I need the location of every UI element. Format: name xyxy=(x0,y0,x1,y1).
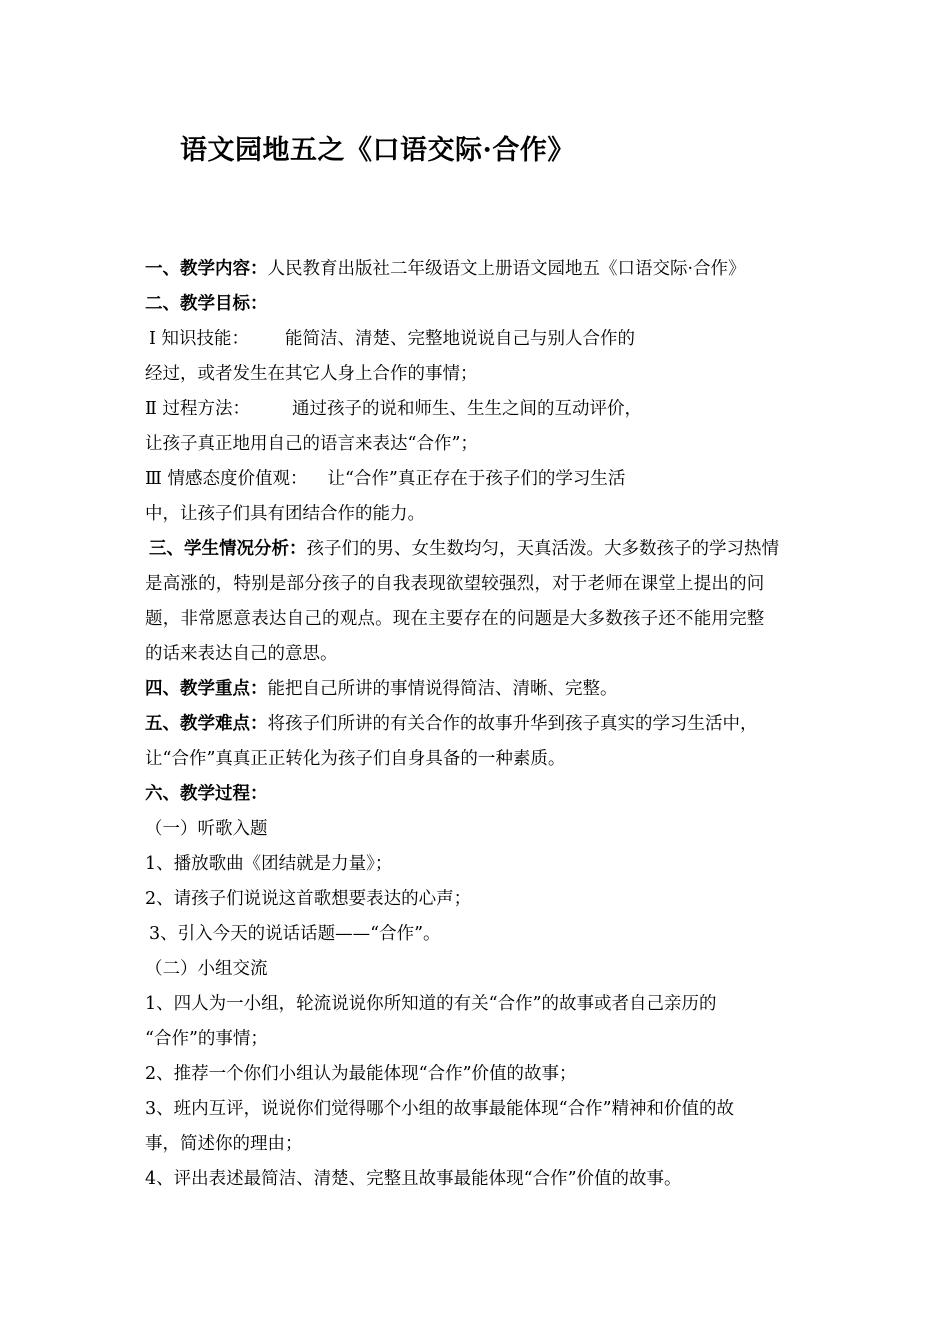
list-item: 2、推荐一个你们小组认为最能体现“合作”价值的故事； xyxy=(145,1064,577,1084)
goal-label: Ⅱ 过程方法： xyxy=(145,399,250,419)
section-heading: 四、教学重点： xyxy=(145,679,268,699)
section-heading: 三、学生情况分析： xyxy=(149,539,307,559)
list-item: 1、四人为一小组，轮流说说你所知道的有关“合作”的故事或者自己亲历的 xyxy=(145,994,717,1014)
goal-text: 能简洁、清楚、完整地说说自己与别人合作的 xyxy=(284,329,635,349)
goal-emotion-values-continued: 中，让孩子们具有团结合作的能力。 xyxy=(145,504,425,524)
goal-knowledge-skills xyxy=(145,322,815,357)
list-item-continued: 事，简述你的理由； xyxy=(145,1134,303,1154)
section-heading-teaching-goals: 二、教学目标： xyxy=(145,294,268,314)
section-text: 将孩子们所讲的有关合作的故事升华到孩子真实的学习生活中， xyxy=(267,714,758,734)
goal-emotion-values xyxy=(145,462,815,497)
paragraph-line: 题，非常愿意表达自己的观点。现在主要存在的问题是大多数孩子还不能用完整 xyxy=(145,609,765,629)
section-text: 人民教育出版社二年级语文上册语文园地五《口语交际·合作》 xyxy=(267,259,746,279)
list-item: 1、播放歌曲《团结就是力量》； xyxy=(145,854,393,874)
section-teaching-content xyxy=(145,252,815,287)
section-key-points xyxy=(145,672,815,707)
section-heading-teaching-process: 六、教学过程： xyxy=(145,784,268,804)
subsection-title: （一）听歌入题 xyxy=(145,819,268,839)
section-text: 能把自己所讲的事情说得简洁、清晰、完整。 xyxy=(267,679,618,699)
document-body xyxy=(145,252,815,1197)
subsection-title: （二）小组交流 xyxy=(145,959,268,979)
section-heading: 五、教学难点： xyxy=(145,714,268,734)
goal-process-method-continued: 让孩子真正地用自己的语言来表达“合作”； xyxy=(145,434,478,454)
section-heading: 一、教学内容： xyxy=(145,259,268,279)
goal-text: 让“合作”真正存在于孩子们的学习生活 xyxy=(327,469,626,489)
list-item: 4、评出表述最简洁、清楚、完整且故事最能体现“合作”价值的故事。 xyxy=(145,1169,682,1189)
list-item-continued: “合作”的事情； xyxy=(145,1029,268,1049)
section-difficulties xyxy=(145,707,815,742)
list-item: 3、引入今天的说话话题——“合作”。 xyxy=(149,924,441,944)
list-item: 3、班内互评，说说你们觉得哪个小组的故事最能体现“合作”精神和价值的故 xyxy=(145,1099,735,1119)
paragraph-line: 的话来表达自己的意思。 xyxy=(145,644,338,664)
goal-label: Ⅰ 知识技能： xyxy=(149,329,249,349)
list-item: 2、请孩子们说说这首歌想要表达的心声； xyxy=(145,889,472,909)
goal-label: Ⅲ 情感态度价值观： xyxy=(145,469,308,489)
goal-process-method xyxy=(145,392,815,427)
section-student-analysis xyxy=(145,532,815,567)
goal-text: 通过孩子的说和师生、生生之间的互动评价， xyxy=(291,399,642,419)
section-text: 孩子们的男、女生数均匀，天真活泼。大多数孩子的学习热情 xyxy=(306,539,779,559)
paragraph-line: 是高涨的，特别是部分孩子的自我表现欲望较强烈，对于老师在课堂上提出的问 xyxy=(145,574,765,594)
paragraph-line: 让“合作”真真正正转化为孩子们自身具备的一种素质。 xyxy=(145,749,566,769)
document-title: 语文园地五之《口语交际·合作》 xyxy=(180,135,575,166)
goal-knowledge-skills-continued: 经过，或者发生在其它人身上合作的事情； xyxy=(145,364,478,384)
